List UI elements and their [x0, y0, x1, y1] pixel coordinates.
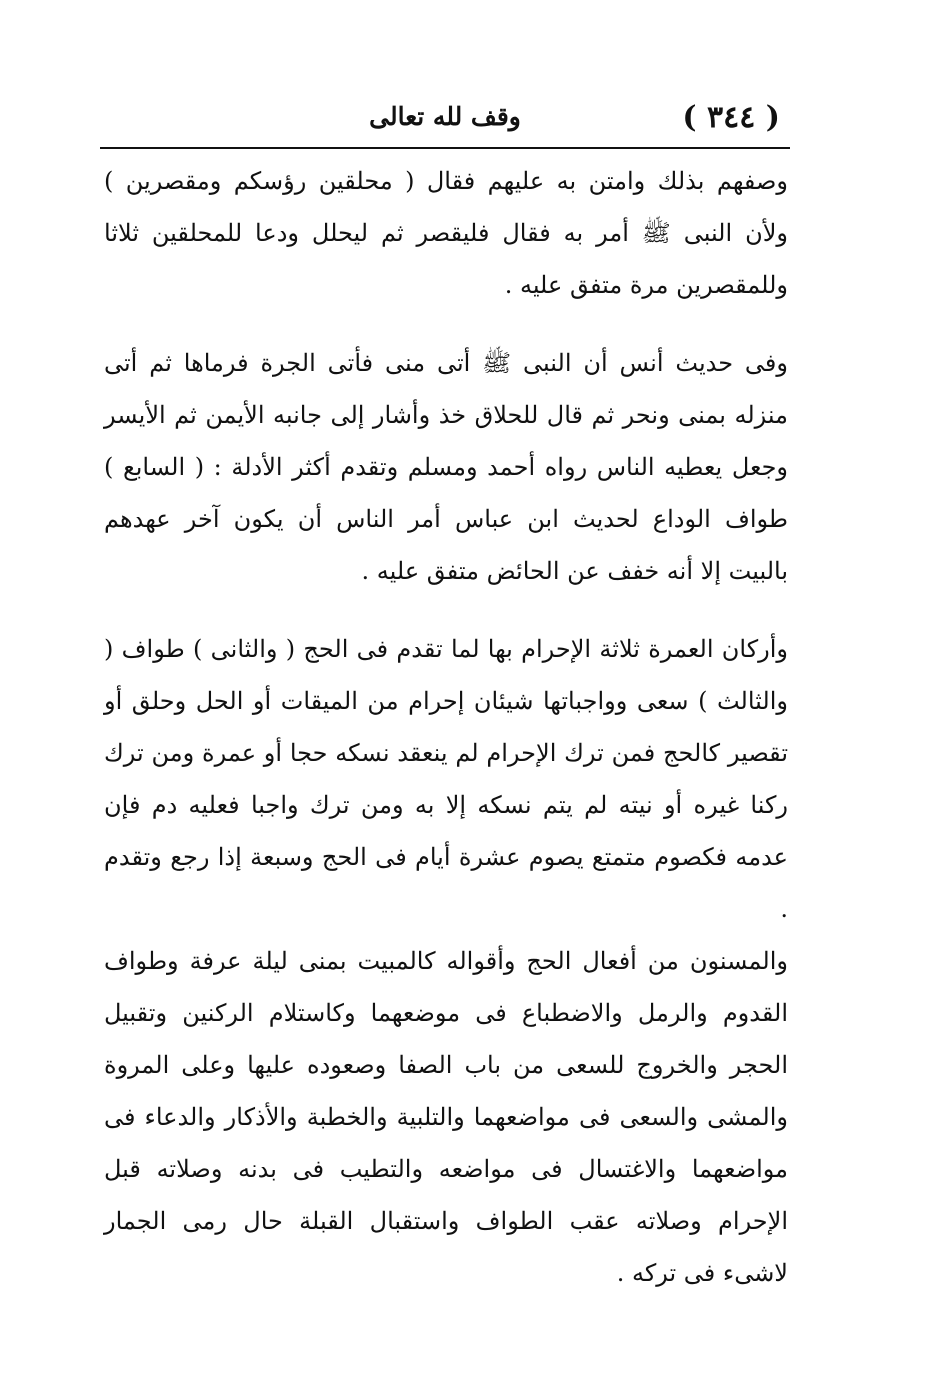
paragraph: وفى حديث أنس أن النبى ﷺ أتى منى فأتى الجرة فرماها ثم أتى منزله بمنى ونحر ثم قال للحلاق خذ وأشار إلى جانبه الأيمن ثم الأيسر وجعل يعطيه الناس رواه أحمد ومسلم وتقدم أكثر الأدلة : ( السابع ) طواف الوداع لحديث ابن عباس أمر الناس أن يكون آخر عهدهم بالبيت إلا أنه خفف عن الحائض متفق عليه .	[104, 349, 789, 585]
body-text	[104, 155, 788, 1299]
paragraph: وأركان العمرة ثلاثة الإحرام بها لما تقدم فى الحج ( والثانى ) طواف ( والثالث ) سعى وواجباتها شيئان إحرام من الميقات أو الحل وحلق أو تقصير كالحج فمن ترك الإحرام لم ينعقد نسكه حجا أو عمرة ومن ترك ركنا غيره أو نيته لم يتم نسكه إلا به ومن ترك واجبا فعليه دم فإن عدمه فكصوم متمتع يصوم عشرة أيام فى الحج وسبعة إذا رجع وتقدم .	[104, 635, 788, 923]
paragraph: وصفهم بذلك وامتن به عليهم فقال ( محلقين رؤسكم ومقصرين ) ولأن النبى ﷺ أمر به فقال فليقصر ثم ليحلل ودعا للمحلقين ثلاثا وللمقصرين مرة متفق عليه .	[104, 167, 788, 299]
header-rule	[100, 147, 790, 149]
page-number: ( ٣٤٤ )	[682, 100, 780, 135]
running-title: وقف لله تعالى	[369, 102, 521, 131]
paragraph: والمسنون من أفعال الحج وأقواله كالمبيت بمنى ليلة عرفة وطواف القدوم والرمل والاضطباع فى موضعهما وكاستلام الركنين وتقبيل الحجر والخروج للسعى من باب الصفا وصعوده عليها وعلى المروة والمشى والسعى فى مواضعهما والتلبية والخطبة والأذكار والدعاء فى مواضعهما والاغتسال فى مواضعه والتطيب فى بدنه وصلاته قبل الإحرام وصلاته عقب الطواف واستقبال القبلة حال رمى الجمار لاشىء فى تركه .	[104, 947, 788, 1287]
page-header	[100, 96, 790, 146]
